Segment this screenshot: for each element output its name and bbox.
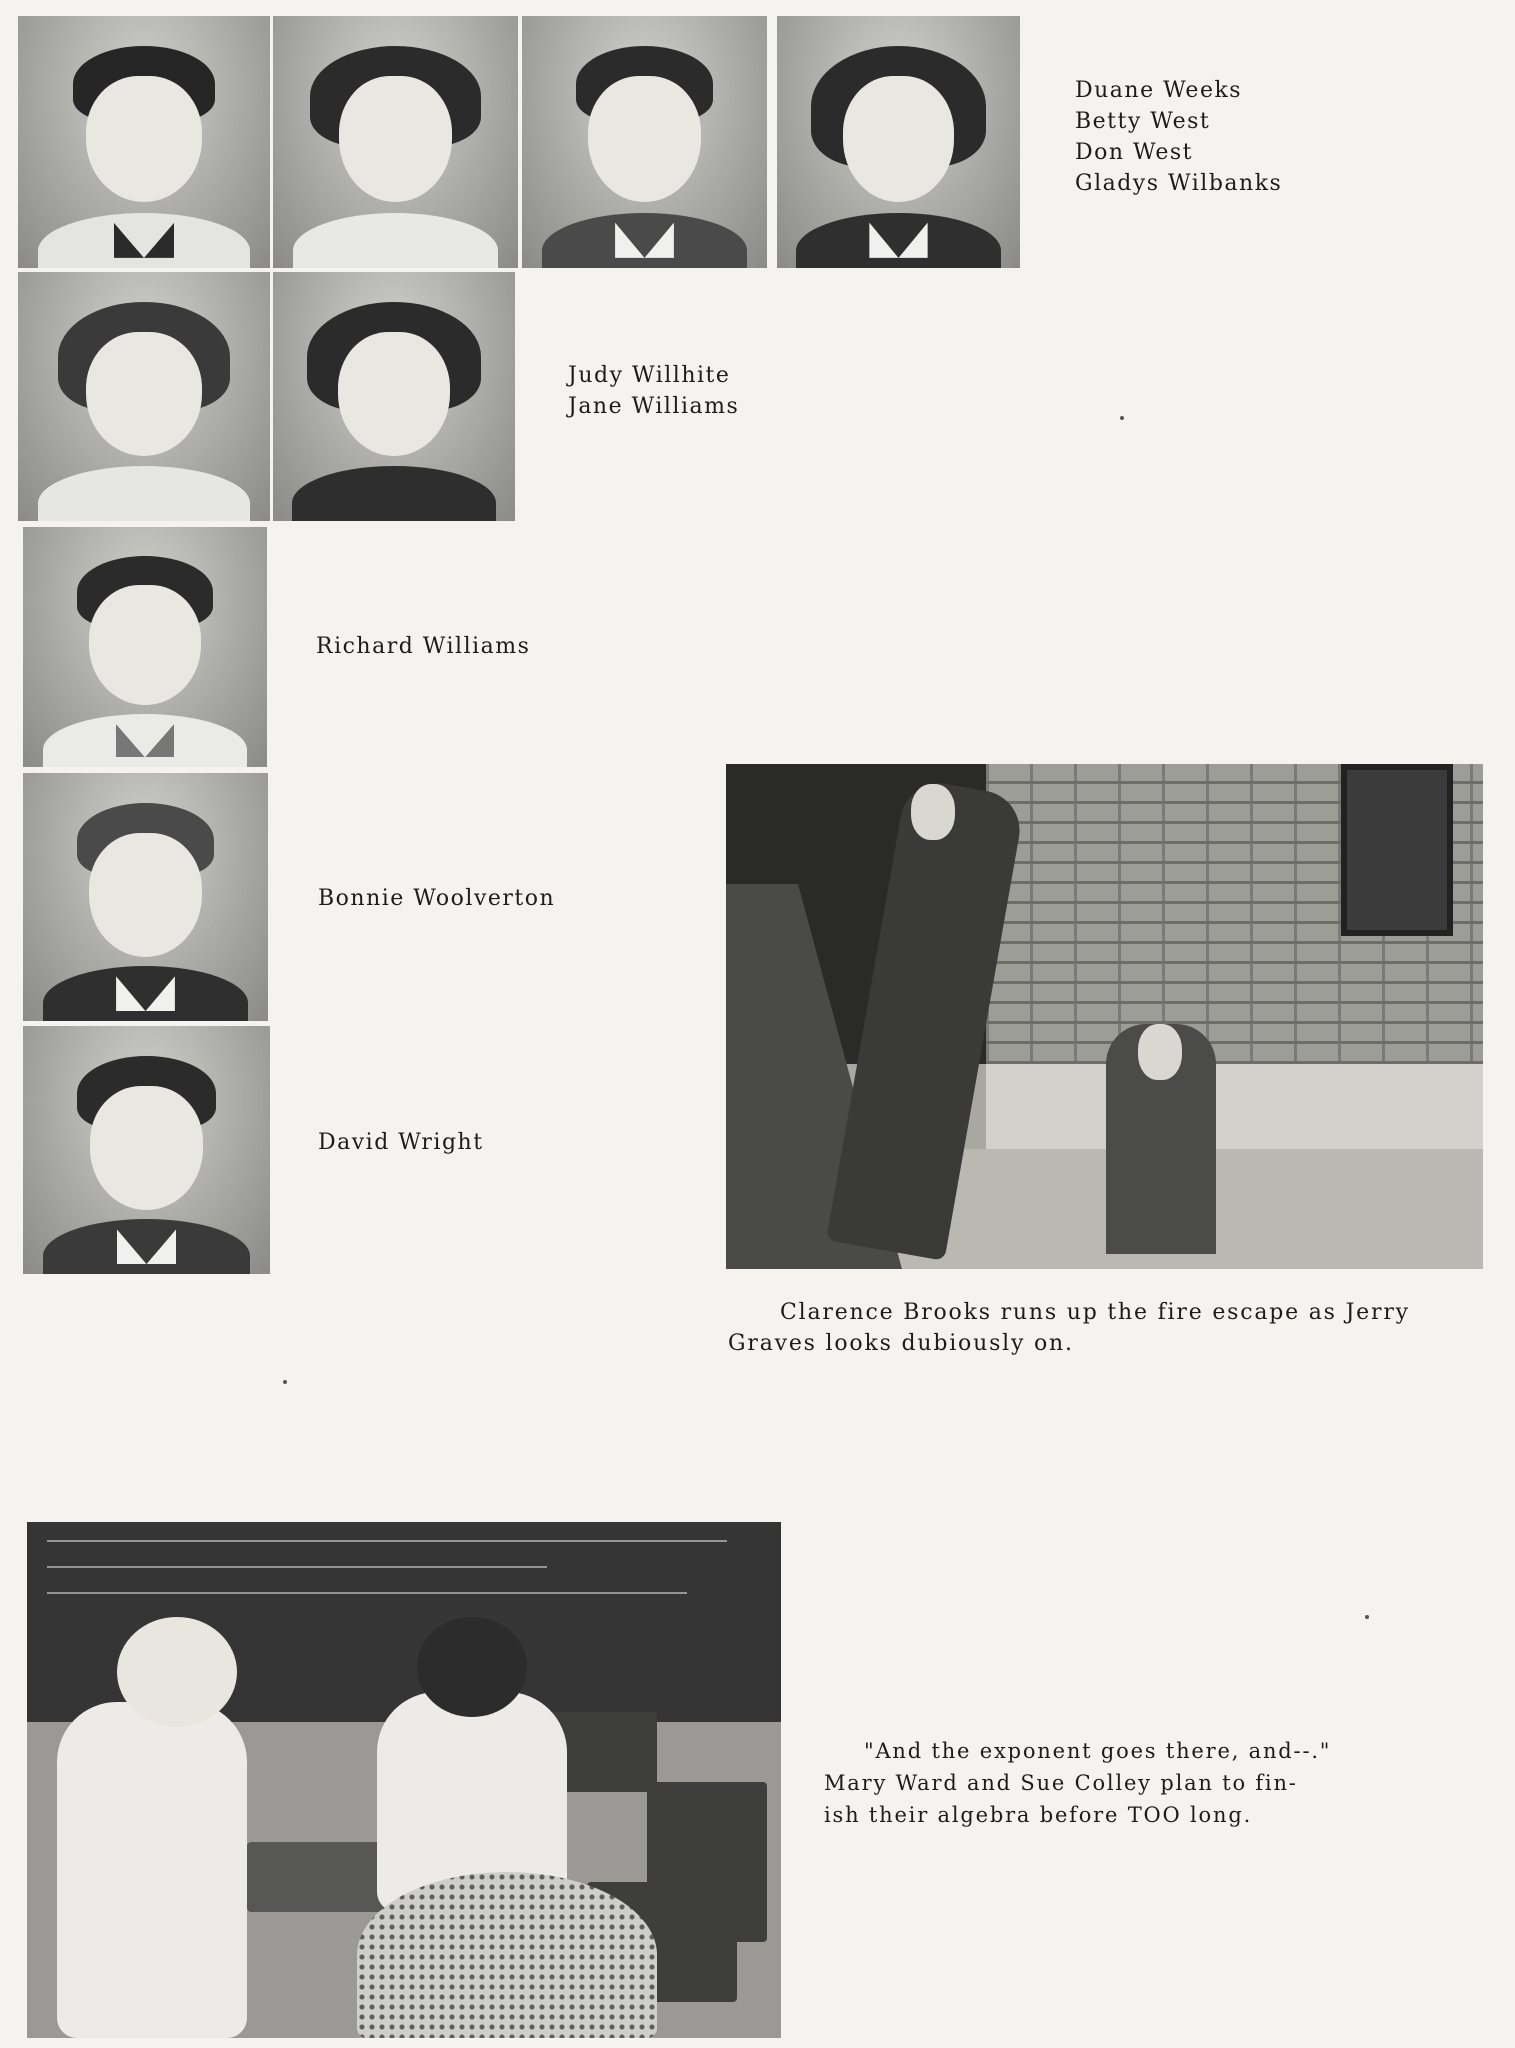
portrait-don-west bbox=[522, 16, 767, 268]
student-name: Betty West bbox=[1075, 109, 1211, 134]
classroom-caption bbox=[824, 1735, 1331, 1831]
portrait-richard-williams bbox=[23, 527, 267, 767]
name-list-row-2 bbox=[568, 360, 739, 422]
caption-line: "And the exponent goes there, and--." bbox=[864, 1739, 1332, 1763]
classroom-photo bbox=[27, 1522, 781, 2038]
portrait-jane-williams bbox=[273, 272, 515, 521]
caption-line: ish their algebra before TOO long. bbox=[824, 1803, 1253, 1827]
student-name: Richard Williams bbox=[316, 634, 531, 659]
student-name: Gladys Wilbanks bbox=[1075, 171, 1283, 196]
portrait-duane-weeks bbox=[18, 16, 270, 268]
name-list-row-1 bbox=[1075, 75, 1282, 199]
student-name: Jane Williams bbox=[568, 394, 740, 419]
portrait-bonnie-woolverton bbox=[23, 773, 268, 1021]
student-name: David Wright bbox=[318, 1130, 484, 1155]
caption-line: Clarence Brooks runs up the fire escape as Jerry bbox=[780, 1300, 1410, 1325]
student-name: Judy Willhite bbox=[568, 363, 731, 388]
portrait-betty-west bbox=[273, 16, 518, 268]
portrait-david-wright bbox=[23, 1026, 270, 1274]
student-left bbox=[57, 1702, 247, 2038]
student-name: Don West bbox=[1075, 140, 1194, 165]
fire-escape-caption bbox=[728, 1297, 1410, 1359]
fire-escape-photo bbox=[726, 764, 1483, 1269]
student-name: Duane Weeks bbox=[1075, 78, 1243, 103]
caption-line: Mary Ward and Sue Colley plan to fin- bbox=[824, 1771, 1298, 1795]
portrait-gladys-wilbanks bbox=[777, 16, 1020, 268]
caption-line: Graves looks dubiously on. bbox=[728, 1331, 1074, 1356]
portrait-judy-willhite bbox=[18, 272, 270, 521]
student-name: Bonnie Woolverton bbox=[318, 886, 556, 911]
